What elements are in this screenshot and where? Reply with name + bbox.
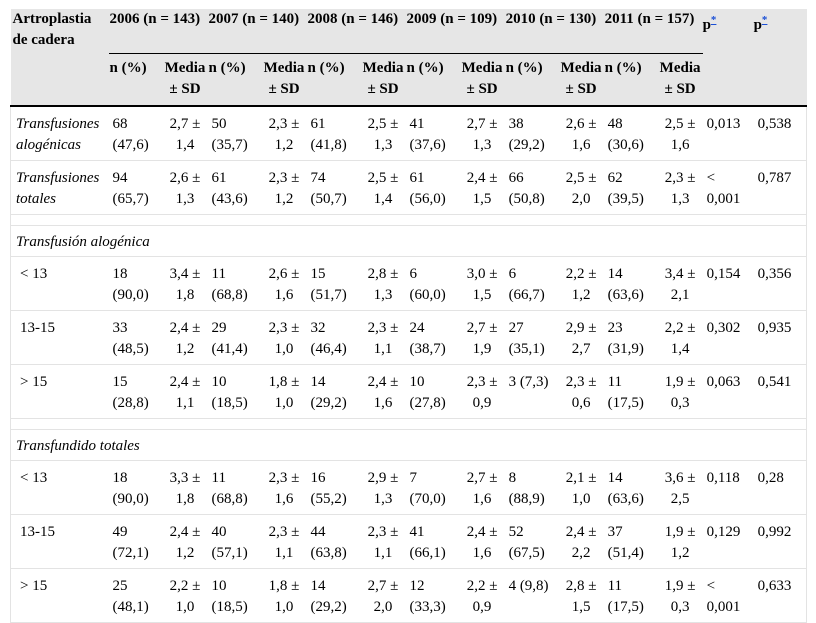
p-value-cell: 0,935 [754,311,807,365]
header-n: n (%) [307,54,360,107]
data-table [10,9,807,623]
table-row [11,515,807,569]
p-value-cell: 0,992 [754,515,807,569]
mean-sd-cell: 2,2 ± 1,0 [162,569,208,623]
mean-sd-cell: 2,3 ± 1,3 [657,161,703,215]
header-media: Media ± SD [261,54,307,107]
table-body [11,106,807,623]
mean-sd-cell: 2,4 ± 1,1 [162,365,208,419]
n-percent-cell: 48 (30,6) [604,106,657,161]
n-percent-cell: 11 (68,8) [208,461,261,515]
n-percent-cell: 61 (41,8) [307,106,360,161]
p-value-cell: 0,633 [754,569,807,623]
mean-sd-cell: 2,6 ± 1,6 [558,106,604,161]
n-percent-cell: 27 (35,1) [505,311,558,365]
mean-sd-cell: 2,4 ± 2,2 [558,515,604,569]
mean-sd-cell: 1,9 ± 0,3 [657,569,703,623]
mean-sd-cell: 2,6 ± 1,3 [162,161,208,215]
n-percent-cell: 6 (66,7) [505,257,558,311]
mean-sd-cell: 2,3 ± 1,6 [261,461,307,515]
mean-sd-cell: 3,4 ± 2,1 [657,257,703,311]
p-value-cell: < 0,001 [703,161,754,215]
table-row [11,311,807,365]
row-label: 13-15 [11,515,109,569]
n-percent-cell: 38 (29,2) [505,106,558,161]
mean-sd-cell: 2,2 ± 1,2 [558,257,604,311]
spacer-cell [11,215,807,226]
n-percent-cell: 66 (50,8) [505,161,558,215]
n-percent-cell: 68 (47,6) [109,106,162,161]
p-value-cell: 0,787 [754,161,807,215]
mean-sd-cell: 2,3 ± 1,2 [261,161,307,215]
n-percent-cell: 15 (28,8) [109,365,162,419]
n-percent-cell: 4 (9,8) [505,569,558,623]
mean-sd-cell: 2,5 ± 1,6 [657,106,703,161]
row-label: < 13 [11,461,109,515]
section-row [11,226,807,257]
mean-sd-cell: 2,7 ± 1,6 [459,461,505,515]
mean-sd-cell: 3,4 ± 1,8 [162,257,208,311]
n-percent-cell: 40 (57,1) [208,515,261,569]
mean-sd-cell: 2,4 ± 1,5 [459,161,505,215]
header-year: 2009 (n = 109) [406,9,505,54]
n-percent-cell: 15 (51,7) [307,257,360,311]
n-percent-cell: 11 (17,5) [604,365,657,419]
n-percent-cell: 74 (50,7) [307,161,360,215]
table-row [11,569,807,623]
n-percent-cell: 14 (29,2) [307,365,360,419]
spacer-cell [11,419,807,430]
header-year: 2011 (n = 157) [604,9,703,54]
mean-sd-cell: 1,9 ± 1,2 [657,515,703,569]
n-percent-cell: 14 (63,6) [604,461,657,515]
mean-sd-cell: 1,8 ± 1,0 [261,365,307,419]
header-year: 2007 (n = 140) [208,9,307,54]
mean-sd-cell: 2,4 ± 1,6 [360,365,406,419]
p-value-cell: < 0,001 [703,569,754,623]
mean-sd-cell: 2,5 ± 2,0 [558,161,604,215]
header-media: Media ± SD [162,54,208,107]
n-percent-cell: 18 (90,0) [109,461,162,515]
p-value-cell: 0,154 [703,257,754,311]
n-percent-cell: 52 (67,5) [505,515,558,569]
mean-sd-cell: 2,3 ± 0,6 [558,365,604,419]
mean-sd-cell: 3,0 ± 1,5 [459,257,505,311]
n-percent-cell: 10 (18,5) [208,569,261,623]
header-first: Artroplastia de cadera [11,9,109,106]
mean-sd-cell: 2,3 ± 0,9 [459,365,505,419]
p-value-cell: 0,118 [703,461,754,515]
header-p2: p* [754,9,807,106]
row-label: > 15 [11,569,109,623]
p-value-cell: 0,013 [703,106,754,161]
section-title: Transfundido totales [11,430,807,461]
header-n: n (%) [505,54,558,107]
table-row [11,461,807,515]
mean-sd-cell: 2,6 ± 1,6 [261,257,307,311]
n-percent-cell: 14 (29,2) [307,569,360,623]
header-year: 2008 (n = 146) [307,9,406,54]
p-value-cell: 0,302 [703,311,754,365]
mean-sd-cell: 2,8 ± 1,3 [360,257,406,311]
mean-sd-cell: 2,5 ± 1,4 [360,161,406,215]
row-label: > 15 [11,365,109,419]
mean-sd-cell: 2,8 ± 1,5 [558,569,604,623]
mean-sd-cell: 2,1 ± 1,0 [558,461,604,515]
mean-sd-cell: 2,7 ± 1,4 [162,106,208,161]
mean-sd-cell: 2,3 ± 1,0 [261,311,307,365]
n-percent-cell: 6 (60,0) [406,257,459,311]
p-value-cell: 0,28 [754,461,807,515]
mean-sd-cell: 2,3 ± 1,1 [360,311,406,365]
mean-sd-cell: 2,7 ± 1,3 [459,106,505,161]
n-percent-cell: 61 (56,0) [406,161,459,215]
n-percent-cell: 49 (72,1) [109,515,162,569]
n-percent-cell: 10 (27,8) [406,365,459,419]
mean-sd-cell: 2,2 ± 1,4 [657,311,703,365]
n-percent-cell: 12 (33,3) [406,569,459,623]
n-percent-cell: 94 (65,7) [109,161,162,215]
table-row [11,365,807,419]
n-percent-cell: 44 (63,8) [307,515,360,569]
mean-sd-cell: 1,8 ± 1,0 [261,569,307,623]
n-percent-cell: 37 (51,4) [604,515,657,569]
n-percent-cell: 32 (46,4) [307,311,360,365]
mean-sd-cell: 2,7 ± 2,0 [360,569,406,623]
row-label: < 13 [11,257,109,311]
mean-sd-cell: 2,5 ± 1,3 [360,106,406,161]
header-p1: p* [703,9,754,106]
mean-sd-cell: 2,3 ± 1,1 [360,515,406,569]
n-percent-cell: 41 (37,6) [406,106,459,161]
n-percent-cell: 14 (63,6) [604,257,657,311]
n-percent-cell: 18 (90,0) [109,257,162,311]
n-percent-cell: 61 (43,6) [208,161,261,215]
footnote-link[interactable]: * [761,14,768,26]
mean-sd-cell: 2,2 ± 0,9 [459,569,505,623]
p-value-cell: 0,063 [703,365,754,419]
table-row [11,161,807,215]
row-label: Transfusiones alogénicas [11,106,109,161]
mean-sd-cell: 2,4 ± 1,6 [459,515,505,569]
mean-sd-cell: 1,9 ± 0,3 [657,365,703,419]
section-row [11,430,807,461]
header-media: Media ± SD [657,54,703,107]
spacer-row [11,419,807,430]
n-percent-cell: 8 (88,9) [505,461,558,515]
mean-sd-cell: 2,9 ± 2,7 [558,311,604,365]
n-percent-cell: 33 (48,5) [109,311,162,365]
n-percent-cell: 16 (55,2) [307,461,360,515]
table-row [11,106,807,161]
p-value-cell: 0,538 [754,106,807,161]
mean-sd-cell: 2,7 ± 1,9 [459,311,505,365]
p-value-cell: 0,541 [754,365,807,419]
n-percent-cell: 11 (68,8) [208,257,261,311]
mean-sd-cell: 2,9 ± 1,3 [360,461,406,515]
n-percent-cell: 41 (66,1) [406,515,459,569]
n-percent-cell: 23 (31,9) [604,311,657,365]
header-media: Media ± SD [558,54,604,107]
n-percent-cell: 50 (35,7) [208,106,261,161]
mean-sd-cell: 2,3 ± 1,1 [261,515,307,569]
mean-sd-cell: 2,4 ± 1,2 [162,515,208,569]
header-year: 2010 (n = 130) [505,9,604,54]
row-label: 13-15 [11,311,109,365]
n-percent-cell: 10 (18,5) [208,365,261,419]
n-percent-cell: 7 (70,0) [406,461,459,515]
n-percent-cell: 11 (17,5) [604,569,657,623]
header-n: n (%) [406,54,459,107]
header-n: n (%) [604,54,657,107]
n-percent-cell: 24 (38,7) [406,311,459,365]
mean-sd-cell: 3,3 ± 1,8 [162,461,208,515]
section-title: Transfusión alogénica [11,226,807,257]
header-media: Media ± SD [459,54,505,107]
n-percent-cell: 25 (48,1) [109,569,162,623]
footnote-link[interactable]: * [710,14,717,26]
header-n: n (%) [109,54,162,107]
header-media: Media ± SD [360,54,406,107]
n-percent-cell: 3 (7,3) [505,365,558,419]
n-percent-cell: 29 (41,4) [208,311,261,365]
mean-sd-cell: 2,3 ± 1,2 [261,106,307,161]
p-value-cell: 0,356 [754,257,807,311]
spacer-row [11,215,807,226]
row-label: Transfusiones totales [11,161,109,215]
n-percent-cell: 62 (39,5) [604,161,657,215]
p-value-cell: 0,129 [703,515,754,569]
mean-sd-cell: 3,6 ± 2,5 [657,461,703,515]
table-row [11,257,807,311]
header-n: n (%) [208,54,261,107]
header-year: 2006 (n = 143) [109,9,208,54]
mean-sd-cell: 2,4 ± 1,2 [162,311,208,365]
